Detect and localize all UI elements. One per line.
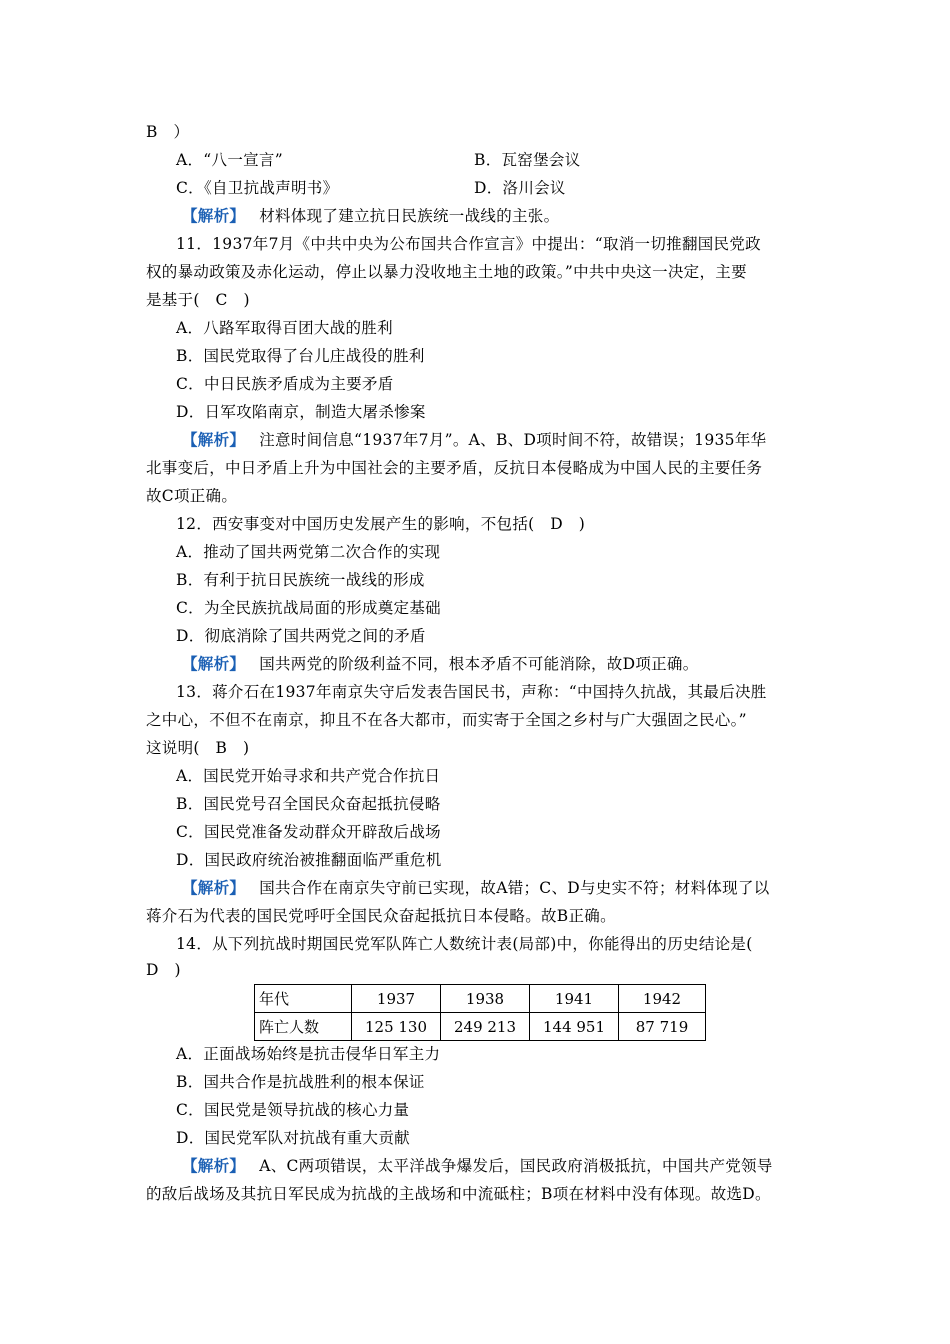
row-header-deaths: 阵亡人数 <box>255 1013 352 1041</box>
q11-analysis-line: 故C项正确。 <box>146 487 238 505</box>
q11-option-b: B．国民党取得了台儿庄战役的胜利 <box>176 347 425 365</box>
q11-stem-line: 11．1937年7月《中共中央为公布国共合作宣言》中提出：“取消一切推翻国民党政 <box>176 235 761 253</box>
table-row <box>255 985 706 1013</box>
q12-analysis <box>182 654 852 674</box>
table-cell: 249 213 <box>441 1013 530 1041</box>
q14-stem-line: D ) <box>146 961 181 979</box>
q13-option-a: A．国民党开始寻求和共产党合作抗日 <box>176 767 441 785</box>
q13-stem-line: 13．蒋介石在1937年南京失守后发表告国民书，声称：“中国持久抗战，其最后决胜 <box>176 683 767 701</box>
table-cell: 144 951 <box>530 1013 619 1041</box>
casualty-table <box>254 984 706 1041</box>
q11-option-c: C．中日民族矛盾成为主要矛盾 <box>176 375 394 393</box>
q13-analysis-line: 蒋介石为代表的国民党呼吁全国民众奋起抵抗日本侵略。故B正确。 <box>146 907 616 925</box>
q11-option-d: D．日军攻陷南京，制造大屠杀惨案 <box>176 403 426 421</box>
analysis-tag: 【解析】 <box>182 654 246 673</box>
q14-option-b: B．国共合作是抗战胜利的根本保证 <box>176 1073 425 1091</box>
q10-option-a: A．“八一宣言” <box>176 151 283 169</box>
q11-option-a: A．八路军取得百团大战的胜利 <box>176 319 393 337</box>
table-row <box>255 1013 706 1041</box>
table-cell: 1941 <box>530 985 619 1013</box>
q14-analysis-line: 的敌后战场及其抗日军民成为抗战的主战场和中流砥柱；B项在材料中没有体现。故选D。 <box>146 1185 771 1203</box>
q11-stem-line: 权的暴动政策及赤化运动，停止以暴力没收地主土地的政策。”中共中央这一决定，主要 <box>146 263 747 281</box>
q12-option-a: A．推动了国共两党第二次合作的实现 <box>176 543 441 561</box>
analysis-text: 国共两党的阶级利益不同，根本矛盾不可能消除，故D项正确。 <box>259 655 699 673</box>
q13-option-b: B．国民党号召全国民众奋起抵抗侵略 <box>176 795 441 813</box>
q12-option-c: C．为全民族抗战局面的形成奠定基础 <box>176 599 441 617</box>
analysis-text: A、C两项错误，太平洋战争爆发后，国民政府消极抵抗，中国共产党领导 <box>259 1157 773 1175</box>
q12-option-d: D．彻底消除了国共两党之间的矛盾 <box>176 627 426 645</box>
q14-option-d: D．国民党军队对抗战有重大贡献 <box>176 1129 410 1147</box>
q13-option-d: D．国民政府统治被推翻面临严重危机 <box>176 851 442 869</box>
q10-analysis <box>182 206 852 226</box>
q10-option-row <box>176 178 846 198</box>
q10-option-row <box>176 150 846 170</box>
q14-option-a: A．正面战场始终是抗击侵华日军主力 <box>176 1045 441 1063</box>
q12-stem: 12．西安事变对中国历史发展产生的影响，不包括( D ) <box>176 515 586 533</box>
q13-option-c: C．国民党准备发动群众开辟敌后战场 <box>176 823 441 841</box>
analysis-text: 国共合作在南京失守前已实现，故A错；C、D与史实不符；材料体现了以 <box>259 879 770 897</box>
q11-analysis <box>182 430 852 450</box>
q10-option-b: B．瓦窑堡会议 <box>474 151 581 169</box>
table-cell: 87 719 <box>619 1013 706 1041</box>
analysis-tag: 【解析】 <box>182 1156 246 1175</box>
analysis-tag: 【解析】 <box>182 430 246 449</box>
analysis-tag: 【解析】 <box>182 206 246 225</box>
table-cell: 1937 <box>352 985 441 1013</box>
row-header-year: 年代 <box>255 985 352 1013</box>
q14-stem-line: 14．从下列抗战时期国民党军队阵亡人数统计表(局部)中，你能得出的历史结论是( <box>176 935 753 953</box>
analysis-tag: 【解析】 <box>182 878 246 897</box>
q14-option-c: C．国民党是领导抗战的核心力量 <box>176 1101 410 1119</box>
q13-stem-line: 之中心，不但不在南京，抑且不在各大都市，而实寄于全国之乡村与广大强固之民心。” <box>146 711 747 729</box>
q11-stem-line: 是基于( C ) <box>146 291 250 309</box>
analysis-text: 注意时间信息“1937年7月”。A、B、D项时间不符，故错误；1935年华 <box>259 431 767 449</box>
table-cell: 1942 <box>619 985 706 1013</box>
q10-option-c: C．《自卫抗战声明书》 <box>176 179 339 197</box>
q13-analysis <box>182 878 852 898</box>
q10-option-d: D．洛川会议 <box>474 179 566 197</box>
q10-answer-tail: B ） <box>146 123 190 141</box>
q11-analysis-line: 北事变后，中日矛盾上升为中国社会的主要矛盾，反抗日本侵略成为中国人民的主要任务 <box>146 459 763 477</box>
table-cell: 125 130 <box>352 1013 441 1041</box>
table-cell: 1938 <box>441 985 530 1013</box>
q13-stem-line: 这说明( B ) <box>146 739 250 757</box>
analysis-text: 材料体现了建立抗日民族统一战线的主张。 <box>259 207 560 225</box>
q12-option-b: B．有利于抗日民族统一战线的形成 <box>176 571 425 589</box>
q14-analysis <box>182 1156 852 1176</box>
